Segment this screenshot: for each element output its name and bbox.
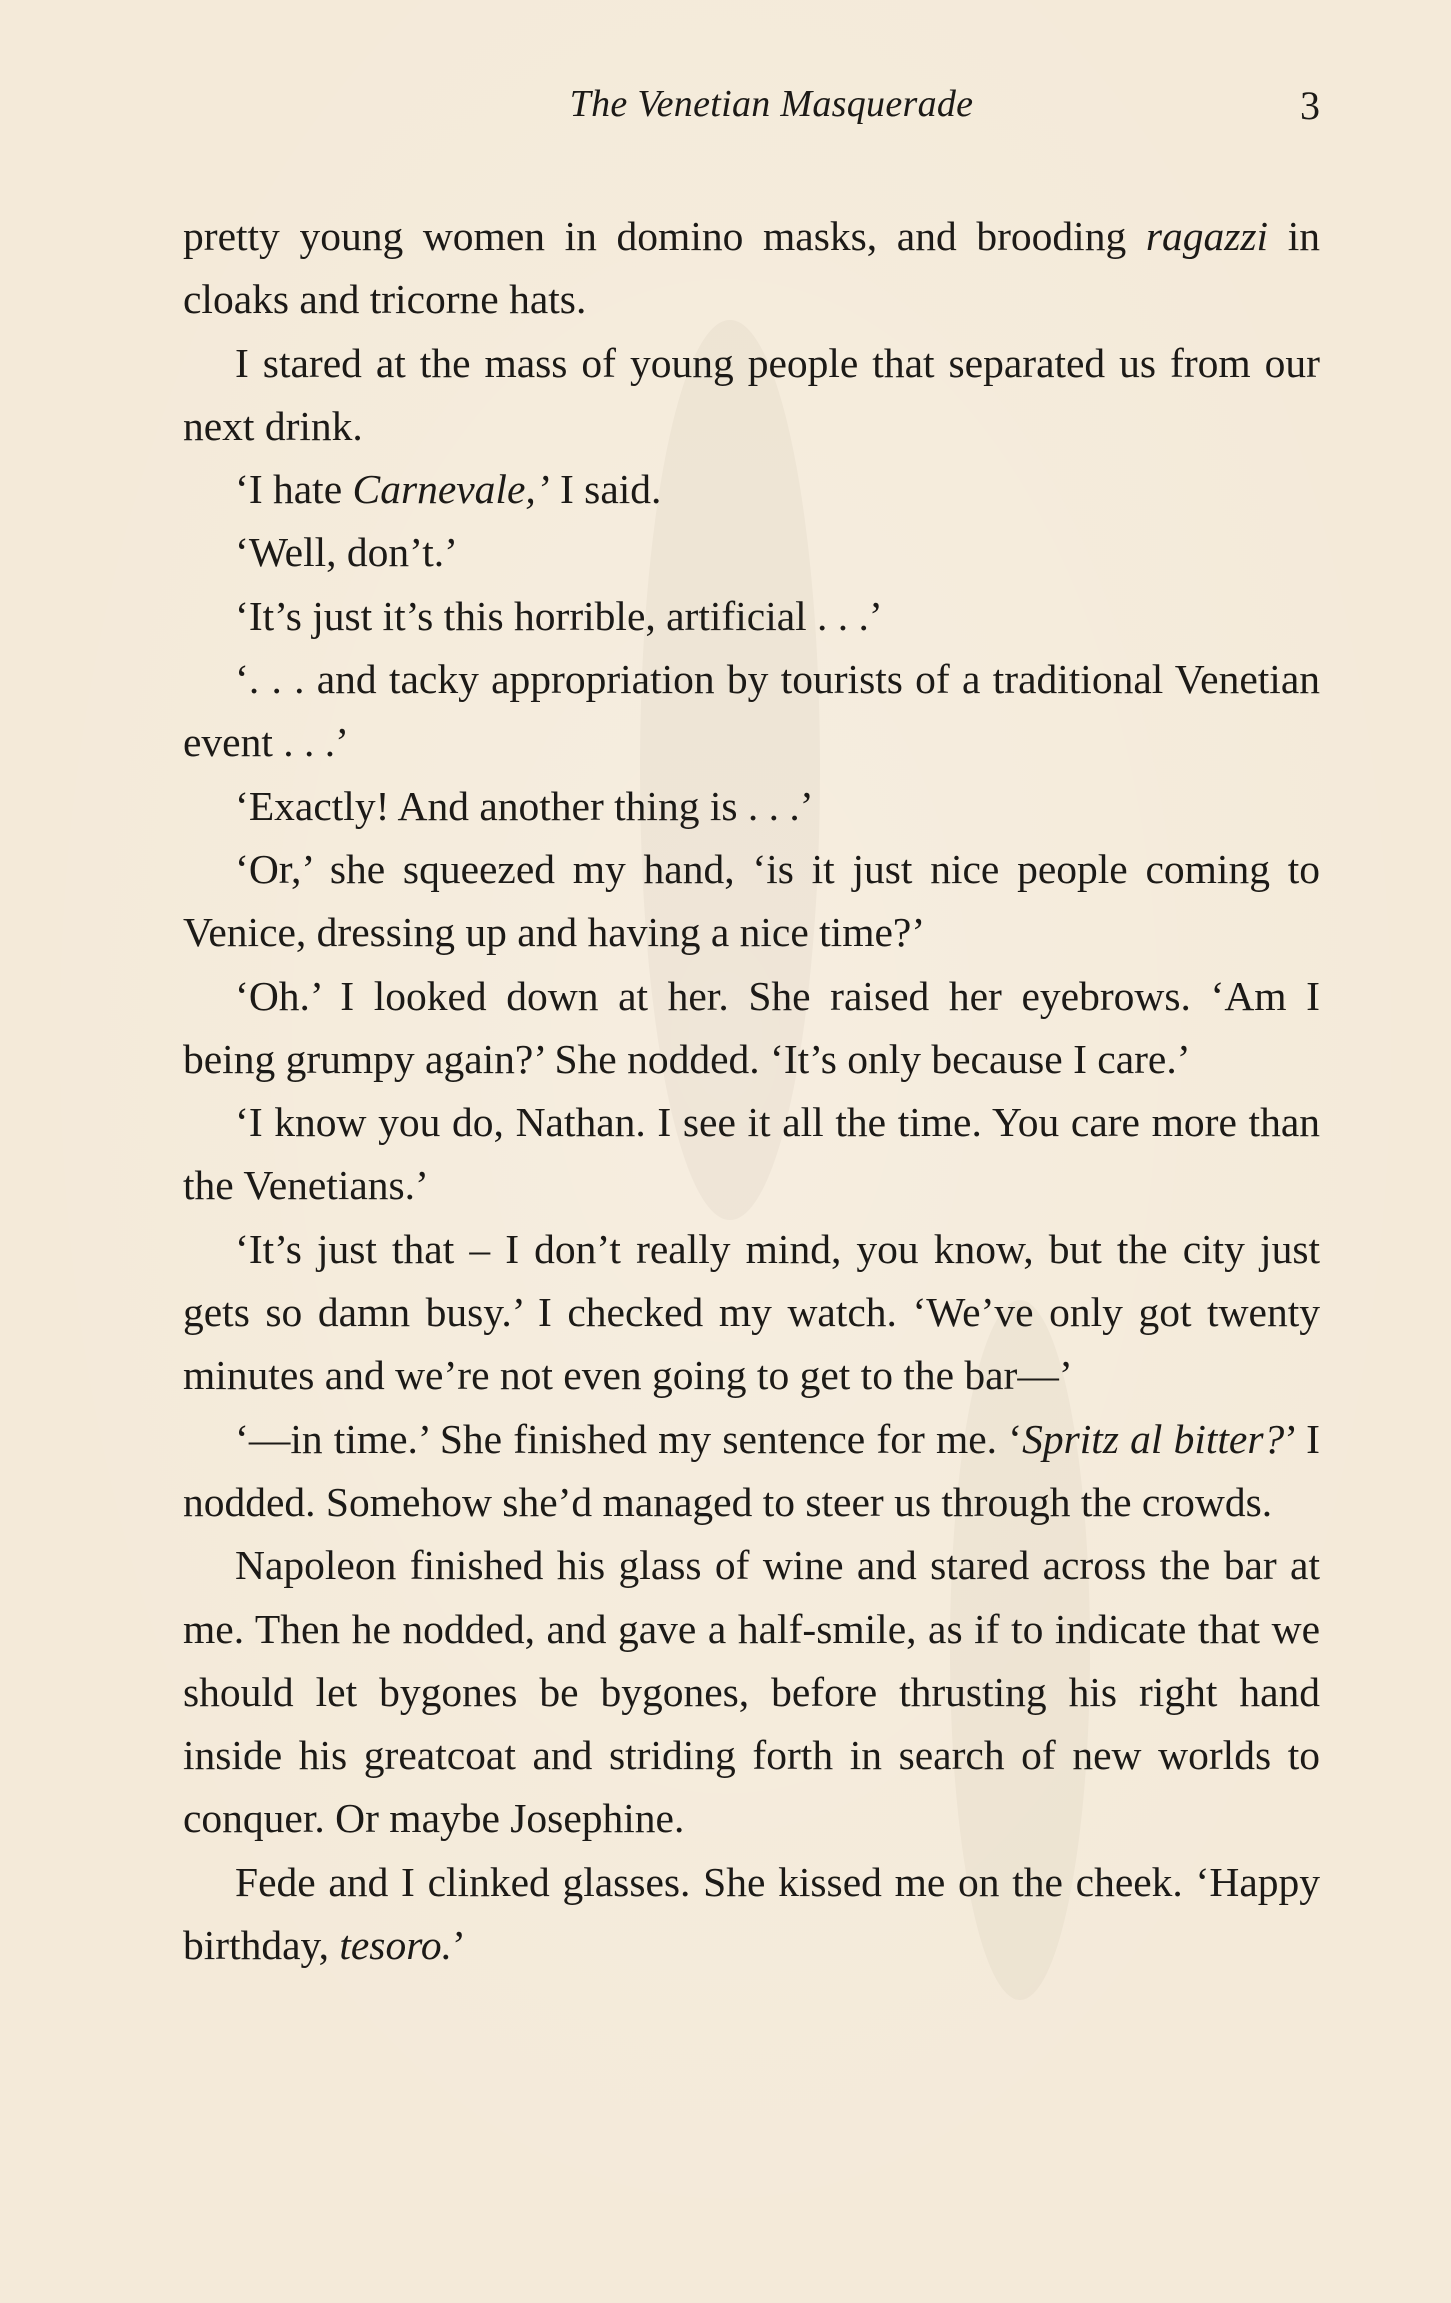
- body-text: [183, 205, 1320, 1977]
- paragraph: [183, 205, 1320, 332]
- paragraph: [183, 521, 1320, 584]
- paragraph: [183, 1534, 1320, 1850]
- paragraph-text: pretty young women in domino masks, and brooding: [183, 213, 1146, 259]
- paragraph-text: I stared at the mass of young people that separated us from our next drink.: [183, 339, 1320, 449]
- paragraph-text: ‘I know you do, Nathan. I see it all the time. You care more than the Venetians.’: [183, 1099, 1320, 1209]
- paragraph: [183, 775, 1320, 838]
- page-number: 3: [1300, 83, 1320, 128]
- paragraph-text: ‘Or,’ she squeezed my hand, ‘is it just nice people coming to Venice, dressing up and having a nice time?’: [183, 845, 1320, 956]
- paragraph: [183, 838, 1320, 965]
- paragraph-text: ‘I hate: [235, 466, 353, 513]
- italic-text: tesoro.: [339, 1922, 452, 1969]
- paragraph-text: Napoleon finished his glass of wine and stared across the bar at me. Then he nodded, and gave a half-smile, as if to indicate that we should let bygones be bygones, before thrusting his right hand inside his greatcoat and striding forth in search of new worlds to conquer. Or maybe Josephine.: [183, 1542, 1320, 1842]
- italic-text: Spritz al bitter?: [1022, 1415, 1285, 1462]
- running-title: The Venetian Masquerade: [569, 83, 974, 125]
- paragraph-text: ‘Oh.’ I looked down at her. She raised her eyebrows. ‘Am I being grumpy again?’ She nodded. ‘It’s only because I care.’: [183, 972, 1320, 1082]
- paragraph-text: ‘It’s just that – I don’t really mind, you know, but the city just gets so damn busy.’ I checked my watch. ‘We’ve only got twenty minutes and we’re not even going to get to the bar—’: [183, 1225, 1320, 1399]
- page-header: [183, 82, 1320, 142]
- paragraph-text: ‘Well, don’t.’: [235, 529, 458, 576]
- italic-text: ragazzi: [1145, 213, 1269, 259]
- paragraph-text: ‘Exactly! And another thing is . . .’: [235, 782, 814, 829]
- paragraph: [183, 1408, 1320, 1535]
- paragraph-text: ‘. . . and tacky appropriation by tourists of a traditional Venetian event . . .’: [183, 656, 1320, 766]
- paragraph-text: ‘It’s just it’s this horrible, artificial . . .’: [235, 592, 883, 639]
- paragraph: [183, 965, 1320, 1092]
- paragraph-text: I said.: [549, 466, 662, 513]
- paragraph-text: ’: [451, 1922, 466, 1969]
- paragraph: [183, 458, 1320, 521]
- paragraph-text: in cloaks and tricorne hats.: [183, 213, 1320, 323]
- paragraph: [183, 1851, 1320, 1978]
- paragraph: [183, 332, 1320, 459]
- italic-text: Carnevale,’: [352, 466, 550, 513]
- paragraph: [183, 585, 1320, 648]
- paragraph-text: ’ I nodded. Somehow she’d managed to steer us through the crowds.: [183, 1415, 1320, 1525]
- paragraph: [183, 1218, 1320, 1408]
- paragraph-text: Fede and I clinked glasses. She kissed me on the cheek. ‘Happy birthday,: [183, 1858, 1320, 1969]
- paragraph-text: ‘—in time.’ She finished my sentence for me. ‘: [235, 1415, 1023, 1462]
- paragraph: [183, 1091, 1320, 1218]
- paragraph: [183, 648, 1320, 775]
